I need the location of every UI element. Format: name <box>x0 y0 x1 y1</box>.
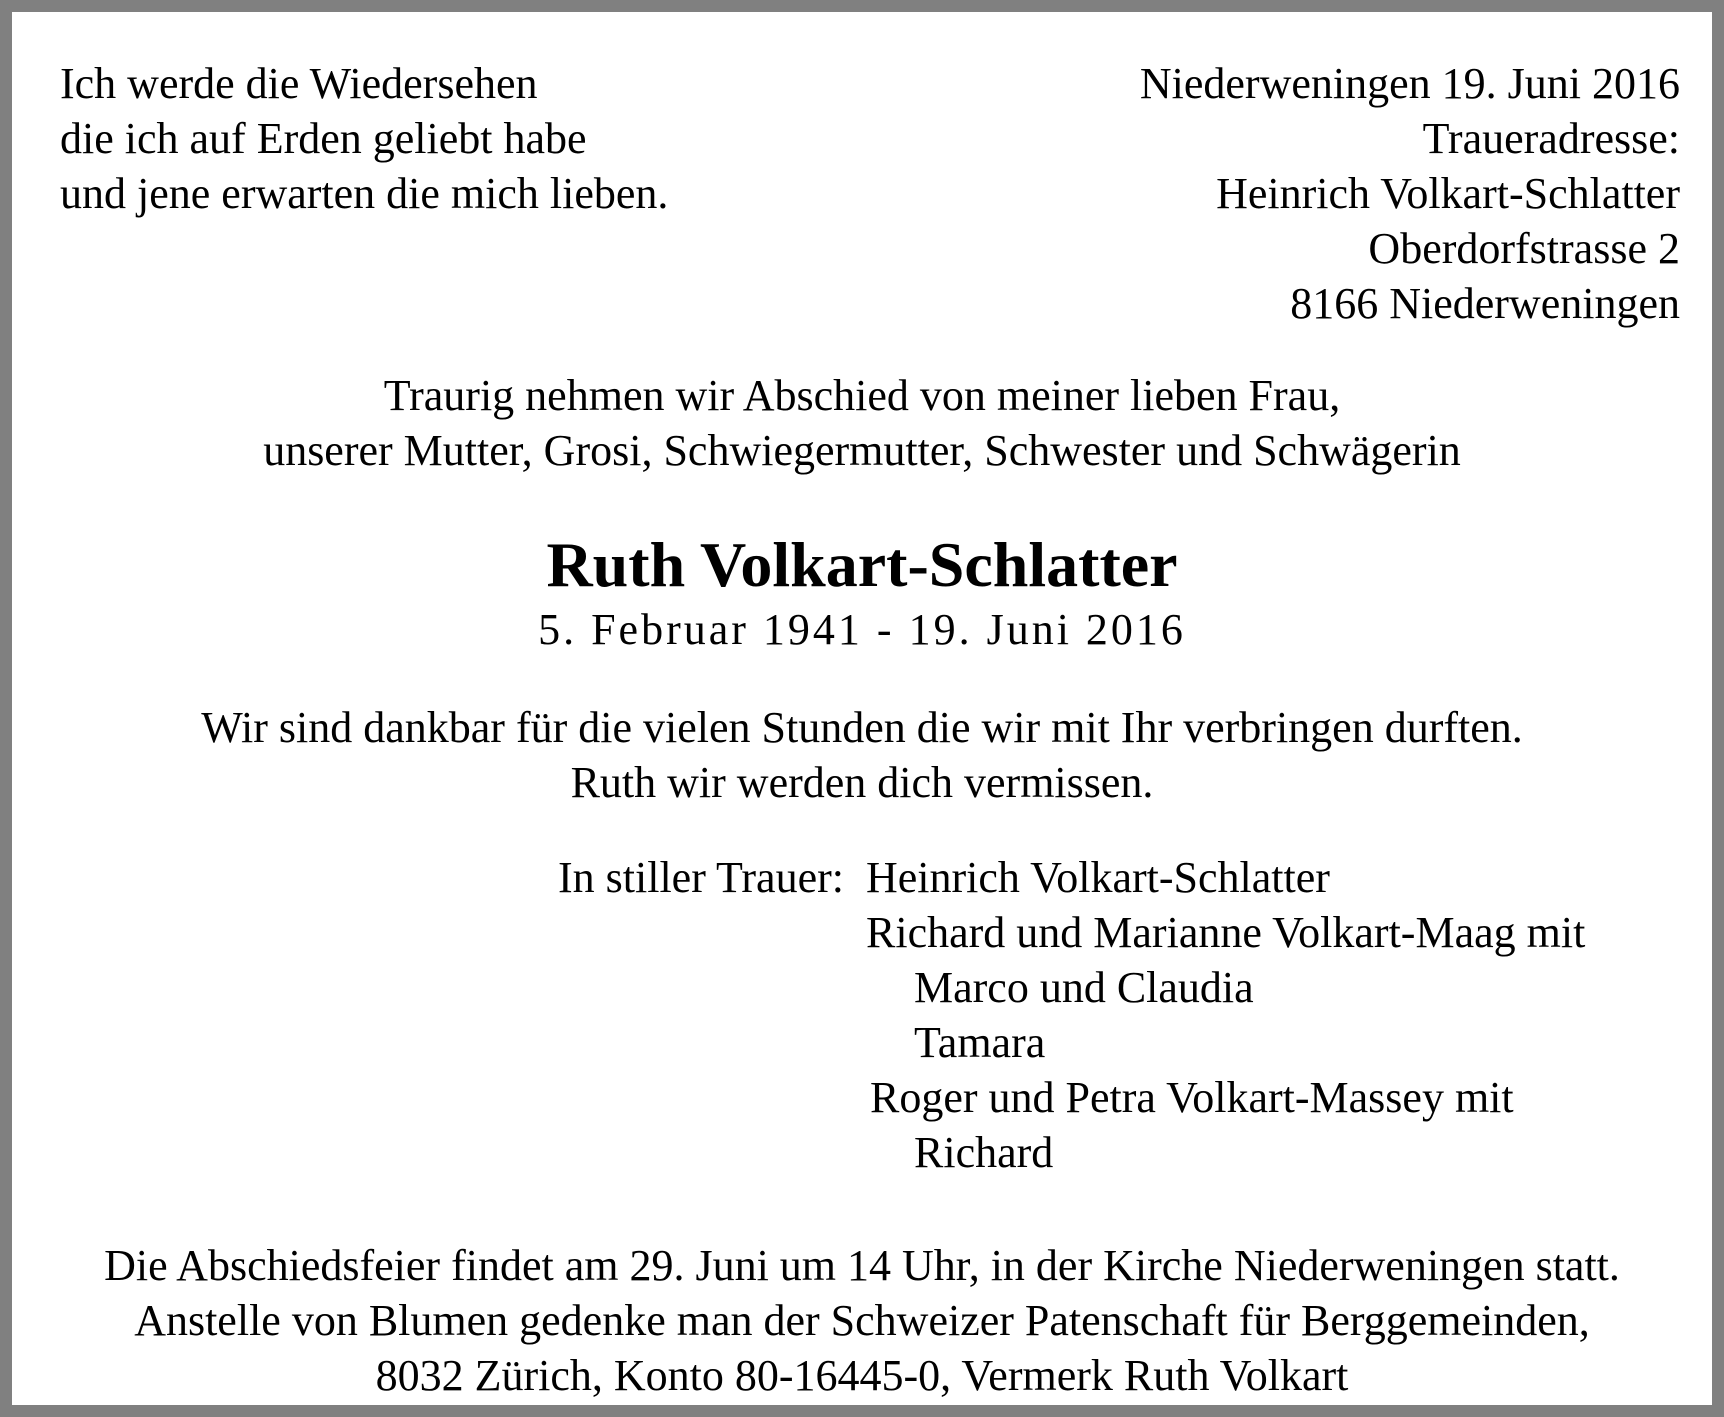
mourners-list <box>866 850 1585 1180</box>
motto-line: Ich werde die Wiedersehen <box>60 59 538 108</box>
mourner-entry: Tamara <box>914 1018 1046 1067</box>
intro-line: Traurig nehmen wir Abschied von meiner lieben Frau, <box>383 371 1341 420</box>
mourners-label: In stiller Trauer: <box>558 853 844 902</box>
mourner-entry: Richard und Marianne Volkart-Maag mit <box>866 908 1586 957</box>
motto-line: die ich auf Erden geliebt habe <box>60 114 587 163</box>
gratitude-line: Wir sind dankbar für die vielen Stunden die wir mit Ihr verbringen durften. <box>201 703 1523 752</box>
gratitude-text <box>12 700 1712 810</box>
life-dates: 5. Februar 1941 - 19. Juni 2016 <box>538 605 1186 654</box>
address-line: Oberdorfstrasse 2 <box>1368 224 1680 273</box>
address-line: Heinrich Volkart-Schlatter <box>1216 169 1680 218</box>
mourner-entry: Richard <box>914 1128 1054 1177</box>
closing-line: 8032 Zürich, Konto 80-16445-0, Vermerk Ruth Volkart <box>375 1351 1349 1400</box>
intro-line: unserer Mutter, Grosi, Schwiegermutter, Schwester und Schwägerin <box>263 426 1461 475</box>
closing-text <box>12 1238 1712 1403</box>
mourner-entry: Roger und Petra Volkart-Massey mit <box>870 1073 1514 1122</box>
deceased-name: Ruth Volkart-Schlatter <box>546 529 1178 600</box>
place-date: Niederweningen 19. Juni 2016 <box>1139 59 1680 108</box>
motto-line: und jene erwarten die mich lieben. <box>60 169 669 218</box>
intro-text <box>12 368 1712 478</box>
mourner-entry: Marco und Claudia <box>914 963 1254 1012</box>
gratitude-line: Ruth wir werden dich vermissen. <box>570 758 1154 807</box>
mourner-entry: Heinrich Volkart-Schlatter <box>866 853 1330 902</box>
closing-line: Die Abschiedsfeier findet am 29. Juni um 14 Uhr, in der Kirche Niederweningen statt. <box>104 1241 1620 1290</box>
closing-line: Anstelle von Blumen gedenke man der Schweizer Patenschaft für Berggemeinden, <box>134 1296 1590 1345</box>
obituary-notice <box>12 12 1712 1405</box>
header-right <box>1140 56 1680 331</box>
motto-quote <box>60 56 668 221</box>
address-line: 8166 Niederweningen <box>1290 279 1680 328</box>
address-label: Traueradresse: <box>1422 114 1680 163</box>
